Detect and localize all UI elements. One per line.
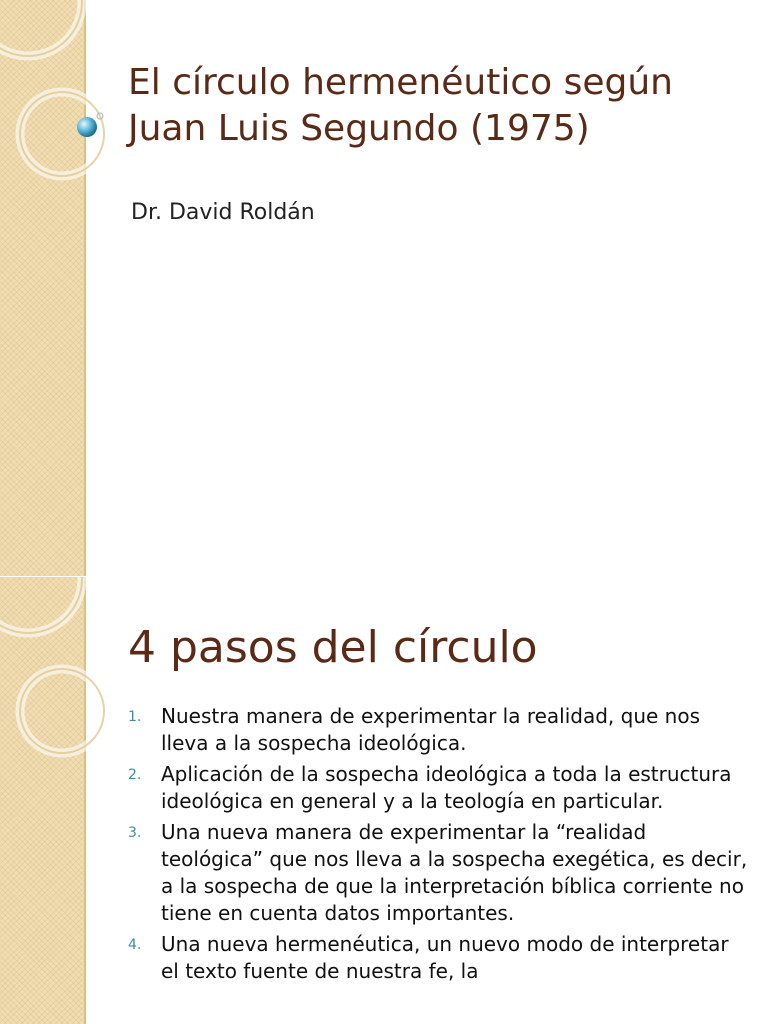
steps-list: [128, 703, 748, 989]
slide-title: El círculo hermenéutico según Juan Luis Segundo (1975): [128, 62, 673, 149]
decorative-rings-icon: [0, 0, 130, 576]
step-text: Nuestra manera de experimentar la realidad, que nos lleva a la sospecha ideológica.: [161, 704, 701, 755]
decorative-rings-icon: [0, 577, 130, 1024]
steps-slide: [0, 577, 768, 1024]
list-item: [128, 819, 748, 927]
list-item: [128, 761, 748, 815]
step-text: Una nueva hermenéutica, un nuevo modo de interpretar el texto fuente de nuestra fe, la: [161, 932, 729, 983]
step-number: 2.: [128, 767, 142, 783]
list-item: [128, 703, 748, 757]
step-text: Aplicación de la sospecha ideológica a toda la estructura ideológica en general y a la teología en particular.: [161, 762, 732, 813]
slide-subtitle: Dr. David Roldán: [131, 200, 315, 225]
step-number: 3.: [128, 825, 142, 841]
step-number: 1.: [128, 709, 142, 725]
slide-heading: 4 pasos del círculo: [128, 622, 538, 673]
list-item: [128, 931, 748, 985]
step-number: 4.: [128, 937, 142, 953]
step-text: Una nueva manera de experimentar la “realidad teológica” que nos lleva a la sospecha exegética, es decir, a la sospecha de que la interpretación bíblica corriente no tiene en cuenta datos importantes.: [161, 820, 748, 925]
